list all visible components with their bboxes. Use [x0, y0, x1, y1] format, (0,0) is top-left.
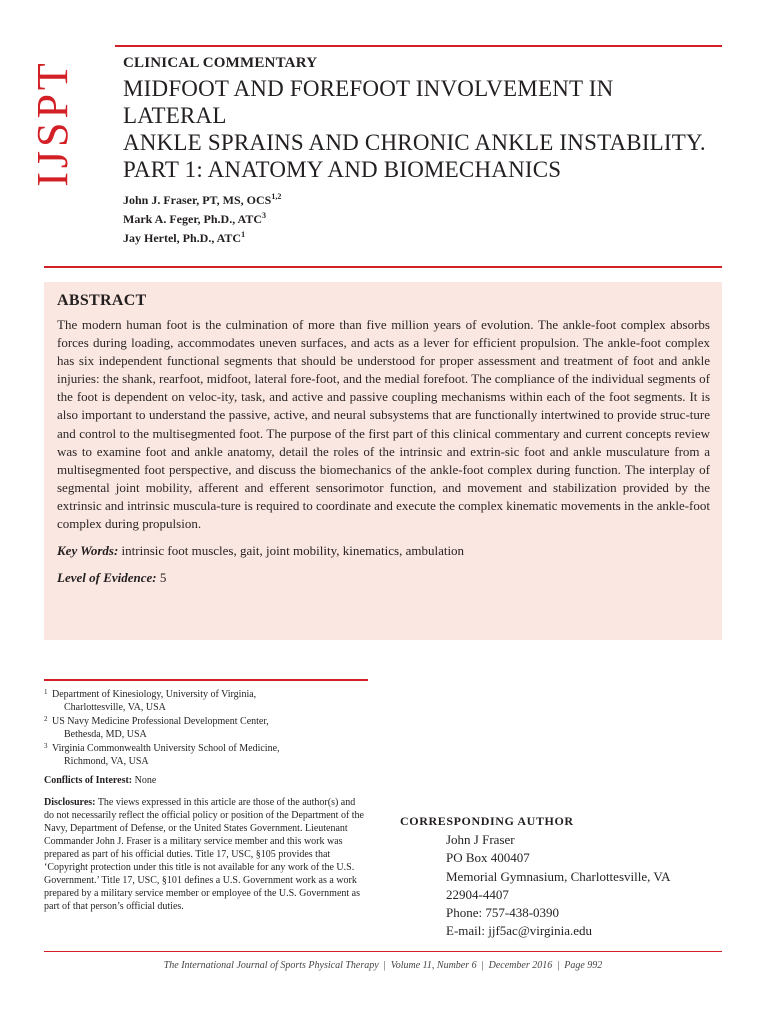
- corresponding-address: PO Box 400407: [446, 850, 530, 866]
- top-rule: [115, 45, 722, 47]
- corresponding-address: Memorial Gymnasium, Charlottesville, VA: [446, 868, 671, 884]
- author: John J. Fraser, PT, MS, OCS$^{1,2}$: [123, 192, 282, 207]
- footer-volume: Volume 11, Number 6: [390, 960, 477, 971]
- article-header: [123, 52, 723, 246]
- affiliation: 1 Department of Kinesiology, University of Virginia, Charlottesville, VA, USA: [44, 688, 257, 713]
- disclosures: [44, 796, 364, 913]
- author-list: [123, 189, 723, 246]
- corresponding-author: [400, 814, 730, 941]
- disclosures-text: The views expressed in this article are those of the author(s) and do not necessarily reflect the official policy or position of the Department of the Navy, Department of Defense, or the United States Government. Lieutenant Commander John J. Fraser is a military service member and this work was prepared as part of his official duties. Title 17, USC, §105 provides that ‘Copyright protection under this title is not available for any work of the U.S. Government.’ Title 17, USC, §101 defines a U.S. Government work as a work prepared by a military service member or employee of the U.S. Government as part of that person’s official duties.: [44, 797, 364, 912]
- keywords: [57, 542, 710, 560]
- footer-journal-name: The International Journal of Sports Physical Therapy: [163, 960, 379, 971]
- corresponding-name: John J Fraser: [446, 832, 515, 847]
- affiliations: [44, 688, 374, 769]
- footnote-rule: [44, 679, 368, 681]
- article-title: [123, 75, 723, 183]
- page-footer: The International Journal of Sports Physical Therapy | Volume 11, Number 6 | December 2016 | Page 992: [163, 960, 603, 971]
- loe-value: 5: [159, 570, 167, 586]
- loe-label: Level of Evidence:: [57, 570, 157, 586]
- keywords-value: intrinsic foot muscles, gait, joint mobility, kinematics, ambulation: [121, 543, 465, 559]
- disclosures-label: Disclosures:: [44, 797, 96, 808]
- affiliation: 2 US Navy Medicine Professional Development Center, Bethesda, MD, USA: [44, 715, 269, 740]
- corresponding-heading: CORRESPONDING AUTHOR: [400, 814, 574, 828]
- footer-rule: [44, 951, 722, 952]
- affiliation: 3 Virginia Commonwealth University School of Medicine, Richmond, VA, USA: [44, 742, 280, 767]
- corresponding-address: 22904-4407: [446, 886, 509, 902]
- abstract-box: [44, 282, 722, 640]
- section-label: CLINICAL COMMENTARY: [123, 55, 318, 71]
- corresponding-email: E-mail: jjf5ac@virginia.edu: [446, 923, 593, 939]
- article-title-line: ANKLE SPRAINS AND CHRONIC ANKLE INSTABILITY.: [123, 130, 706, 155]
- conflicts-of-interest: Conflicts of Interest: None: [44, 775, 157, 786]
- journal-logo-text: IJSPT: [28, 59, 77, 187]
- journal-logo: [28, 58, 77, 188]
- author: Mark A. Feger, Ph.D., ATC$^3$: [123, 211, 266, 226]
- article-title-line: MIDFOOT AND FOREFOOT INVOLVEMENT IN LATERAL: [123, 76, 614, 128]
- footer-page: Page 992: [564, 960, 603, 971]
- abstract-heading: ABSTRACT: [57, 292, 147, 309]
- keywords-label: Key Words:: [57, 543, 119, 559]
- corresponding-phone: Phone: 757-438-0390: [446, 905, 560, 921]
- abstract-text: The modern human foot is the culmination of more than five million years of evolution. The ankle-foot complex absorbs forces during loading, accommodates uneven surfaces, and acts as a lever for efficient propulsion. The ankle-foot complex has six independent functional segments that should be understood for proper assessment and treatment of foot and ankle injuries: the shank, rearfoot, midfoot, lateral fore-foot, and the medial forefoot. The compliance of the individual segments of the foot is dependent on veloc-ity, task, and active and passive coupling mechanisms within each of the foot segments. It is also important to understand the passive, active, and neural subsystems that are functionally intertwined to provide struc-ture and control to the multisegmented foot. The purpose of the first part of this clinical commentary and current concepts review was to examine foot and ankle anatomy, detail the roles of the intrinsic and extrin-sic foot and ankle musculature from a multisegmented foot perspective, and discuss the biomechanics of the ankle-foot complex during function. The interplay of segmental joint mobility, afferent and efferent sensorimotor function, and movement and stabilization provided by the extrinsic and intrinsic muscula-ture is required to coordinate and execute the complex kinematic movements in the ankle-foot complex during propulsion.: [57, 317, 710, 532]
- article-title-line: PART 1: ANATOMY AND BIOMECHANICS: [123, 157, 562, 182]
- level-of-evidence: [57, 569, 710, 587]
- footer-date: December 2016: [488, 960, 553, 971]
- header-divider: [44, 266, 722, 268]
- author: Jay Hertel, Ph.D., ATC$^1$: [123, 230, 246, 245]
